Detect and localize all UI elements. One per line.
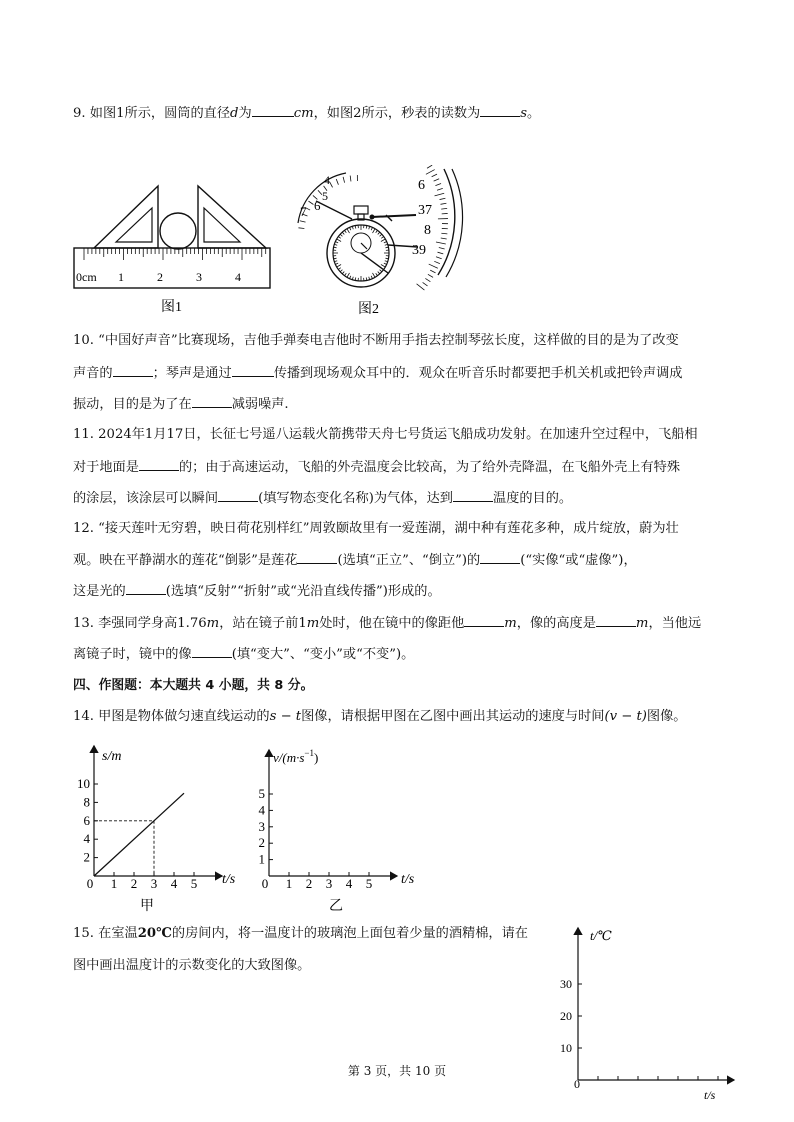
- big-dial-tick: [435, 193, 445, 196]
- big-dial-39: 39: [412, 243, 426, 258]
- answer-blank[interactable]: [297, 551, 337, 564]
- watch-tick: [338, 268, 340, 270]
- watch-tick: [342, 232, 344, 234]
- big-dial-tick: [427, 165, 432, 168]
- watch-tick: [338, 237, 340, 239]
- y-tick-label: 10: [77, 776, 90, 791]
- x-tick-label: 5: [365, 876, 373, 891]
- x-axis-label: t/s: [704, 1088, 716, 1102]
- q10-line3: 振动，目的是为了在 减弱噪声.: [73, 397, 289, 412]
- q9-text: 9. 如图1所示，圆筒的直径d为 cm，如图2所示，秒表的读数为 s。: [73, 106, 541, 121]
- q15-line1: 15. 在室温20℃的房间内，将一温度计的玻璃泡上面包着少量的酒精棉，请在: [73, 926, 528, 941]
- watch-tick: [380, 270, 382, 272]
- answer-blank[interactable]: [192, 645, 232, 658]
- q14-text: 14. 甲图是物体做匀速直线运动的s − t图像，请根据甲图在乙图中画出其运动的速度与时间(v − t)图像。: [73, 709, 687, 724]
- fig2-caption: 图2: [358, 302, 379, 317]
- answer-blank[interactable]: [480, 551, 520, 564]
- q10-line1: 10. “中国好声音”比赛现场，吉他手弹奏电吉他时不断用手指去控制琴弦长度，这样做的目的是为了改变: [73, 333, 679, 348]
- big-dial-tick: [435, 184, 441, 186]
- graph-caption: 甲: [140, 899, 154, 914]
- graph-jia: [70, 740, 250, 915]
- answer-blank[interactable]: [453, 489, 493, 502]
- big-dial-tick: [441, 233, 447, 234]
- y-tick-label: 30: [560, 977, 572, 991]
- big-dial-tick: [437, 188, 443, 190]
- watch-tick: [385, 261, 388, 262]
- answer-blank[interactable]: [232, 364, 274, 377]
- watch-tick: [380, 234, 382, 236]
- answer-blank[interactable]: [218, 489, 258, 502]
- series-line: [94, 793, 184, 876]
- x-tick-label: 2: [130, 876, 138, 891]
- graph-caption: 乙: [329, 899, 343, 914]
- x-tick-label: 4: [345, 876, 353, 891]
- watch-tick: [340, 270, 342, 272]
- answer-blank[interactable]: [139, 458, 179, 471]
- watch-tick: [376, 273, 378, 275]
- watch-tick: [345, 230, 347, 232]
- watch-tick: [373, 229, 376, 233]
- watch-tick: [347, 273, 350, 277]
- watch-tick: [371, 276, 372, 279]
- y-tick-label: 4: [258, 802, 265, 818]
- watch-tick: [342, 272, 344, 274]
- big-dial-tick: [438, 252, 444, 254]
- q12-line2: 观。映在平静湖水的莲花“倒影”是莲花 (选填“正立”、“倒立”)的 (“实像“或“虚像”)，: [73, 553, 637, 568]
- page-footer: 第 3 页，共 10 页: [347, 1064, 447, 1078]
- y-tick-label: 10: [560, 1041, 572, 1055]
- small-dial-5: 5: [322, 189, 328, 203]
- ruler-label-1: 1: [118, 270, 124, 284]
- big-dial-tick: [439, 248, 445, 249]
- big-dial-8: 8: [424, 223, 431, 238]
- small-dial-7: 7: [300, 204, 307, 219]
- x-tick-label: 2: [305, 876, 313, 891]
- watch-tick: [350, 276, 351, 279]
- small-dial-tick: [330, 182, 333, 187]
- watch-tick: [352, 277, 353, 280]
- q15-line2: 图中画出温度计的示数变化的大致图像。: [73, 958, 311, 973]
- watch-tick: [347, 229, 350, 233]
- big-dial-tick: [440, 198, 446, 199]
- watch-tick: [371, 227, 372, 230]
- x-tick-label: 4: [170, 876, 178, 891]
- watch-tick: [369, 226, 370, 229]
- big-dial-tick: [425, 278, 430, 281]
- watch-tick: [381, 265, 385, 268]
- small-dial-4: 4: [324, 173, 330, 187]
- fig1-ruler-diagram: [70, 180, 276, 315]
- watch-tick: [334, 244, 337, 245]
- y-tick-label: 1: [258, 851, 265, 867]
- watch-tick: [334, 261, 337, 262]
- watch-tick: [373, 273, 376, 277]
- q12-line3: 这是光的 (选填“反射”“折射”或“光沿直线传播”)形成的。: [73, 584, 441, 599]
- watch-tick: [378, 272, 380, 274]
- small-dial-pointer: [316, 201, 352, 219]
- x-tick-label: 5: [190, 876, 198, 891]
- watch-tick: [369, 277, 370, 280]
- small-dial-6: 6: [314, 198, 321, 213]
- y-tick-label: 3: [258, 818, 265, 834]
- answer-blank[interactable]: [480, 104, 520, 117]
- ruler-label-3: 3: [196, 270, 202, 284]
- watch-tick: [376, 230, 378, 232]
- ruler-label-2: 2: [157, 270, 163, 284]
- small-dial-tick: [298, 228, 304, 229]
- origin-label: 0: [574, 1077, 580, 1091]
- watch-tick: [385, 244, 388, 245]
- graph-yi: [245, 740, 430, 915]
- watch-tick: [352, 226, 353, 229]
- big-dial-tick: [436, 257, 442, 259]
- fig2-stopwatch-diagram: [288, 165, 472, 320]
- y-axis-label: t/℃: [590, 928, 612, 943]
- y-tick-label: 8: [83, 794, 90, 810]
- watch-tick: [337, 265, 341, 268]
- section-heading: 四、作图题：本大题共 4 小题，共 8 分。: [73, 678, 314, 693]
- watch-tick: [350, 227, 351, 230]
- y-tick-label: 20: [560, 1009, 572, 1023]
- watch-tick: [381, 239, 385, 242]
- y-tick-label: 5: [258, 786, 265, 801]
- q11-line3: 的涂层，该涂层可以瞬间 (填写物态变化名称)为气体，达到 温度的目的。: [73, 491, 573, 506]
- small-dial-tick: [336, 179, 338, 185]
- watch-tick: [384, 263, 387, 264]
- x-axis-label: t/s: [222, 872, 236, 887]
- q13-line1: 13. 李强同学身高1.76m，站在镜子前1m处时，他在镜中的像距他 m，像的高度是 m，当他远: [73, 616, 702, 631]
- ruler-label-0: 0cm: [76, 270, 97, 284]
- big-dial-37: 37: [418, 203, 432, 218]
- watch-tick: [335, 242, 338, 243]
- big-dial-tick: [426, 170, 435, 175]
- watch-tick: [381, 237, 383, 239]
- fig1-caption: 图1: [161, 300, 182, 315]
- origin-label: 0: [86, 876, 94, 891]
- x-tick-label: 1: [110, 876, 118, 891]
- origin-label: 0: [261, 876, 269, 891]
- big-dial-tick: [434, 179, 440, 181]
- x-axis-label: t/s: [401, 872, 415, 887]
- big-dial-tick: [428, 274, 433, 277]
- small-dial-tick: [300, 221, 306, 222]
- y-tick-label: 4: [83, 831, 90, 847]
- y-axis-label: $v/(m\cdot s^{-1})$: [273, 748, 319, 765]
- answer-blank[interactable]: [192, 395, 232, 408]
- big-dial-tick: [423, 282, 428, 285]
- watch-tick: [384, 242, 387, 243]
- answer-blank[interactable]: [113, 364, 153, 377]
- watch-tick: [345, 273, 347, 275]
- watch-tick: [378, 232, 380, 234]
- x-tick-label: 3: [325, 876, 333, 891]
- answer-blank[interactable]: [126, 582, 166, 595]
- y-tick-label: 2: [83, 849, 90, 865]
- x-tick-label: 1: [285, 876, 293, 891]
- q11-line1: 11. 2024年1月17日，长征七号遥八运载火箭携带天舟七号货运飞船成功发射。在加速升空过程中，飞船相: [73, 427, 698, 442]
- big-dial-tick: [441, 208, 447, 209]
- q13-line2: 离镜子时，镜中的像 (填“变大”、“变小”或“不变”)。: [73, 647, 415, 662]
- big-dial-tick: [441, 238, 447, 239]
- small-dial-tick: [350, 176, 351, 182]
- q11-line2: 对于地面是 的；由于高速运动，飞船的外壳温度会比较高，为了给外壳降温，在飞船外壳上有特殊: [73, 460, 681, 475]
- big-dial-tick: [417, 284, 425, 290]
- answer-blank[interactable]: [464, 614, 504, 627]
- y-tick-label: 2: [258, 835, 265, 851]
- big-dial-tick: [434, 261, 440, 263]
- big-dial-tick: [440, 203, 446, 204]
- answer-blank[interactable]: [252, 104, 294, 117]
- q10-line2: 声音的 ；琴声是通过 传播到现场观众耳中的．观众在听音乐时都要把手机关机或把铃声调成: [73, 366, 683, 381]
- y-axis-label: s/m: [102, 749, 122, 764]
- big-dial-tick: [429, 264, 438, 268]
- answer-blank[interactable]: [596, 614, 636, 627]
- small-dial-tick: [343, 177, 344, 183]
- big-dial-6: 6: [418, 178, 425, 193]
- x-tick-label: 3: [150, 876, 158, 891]
- ruler-label-4: 4: [235, 270, 241, 284]
- big-dial-tick: [432, 174, 437, 177]
- small-dial-tick: [308, 201, 313, 204]
- big-dial-tick: [436, 242, 446, 244]
- watch-tick: [340, 234, 342, 236]
- big-dial-tick: [430, 270, 435, 273]
- watch-tick: [335, 263, 338, 264]
- watch-tick: [337, 239, 341, 242]
- q12-line1: 12. “接天莲叶无穷碧，映日荷花别样红”周敦颐故里有一爱莲湖，湖中种有莲花多种，成片绽放，蔚为壮: [73, 521, 679, 536]
- y-tick-label: 6: [83, 812, 90, 828]
